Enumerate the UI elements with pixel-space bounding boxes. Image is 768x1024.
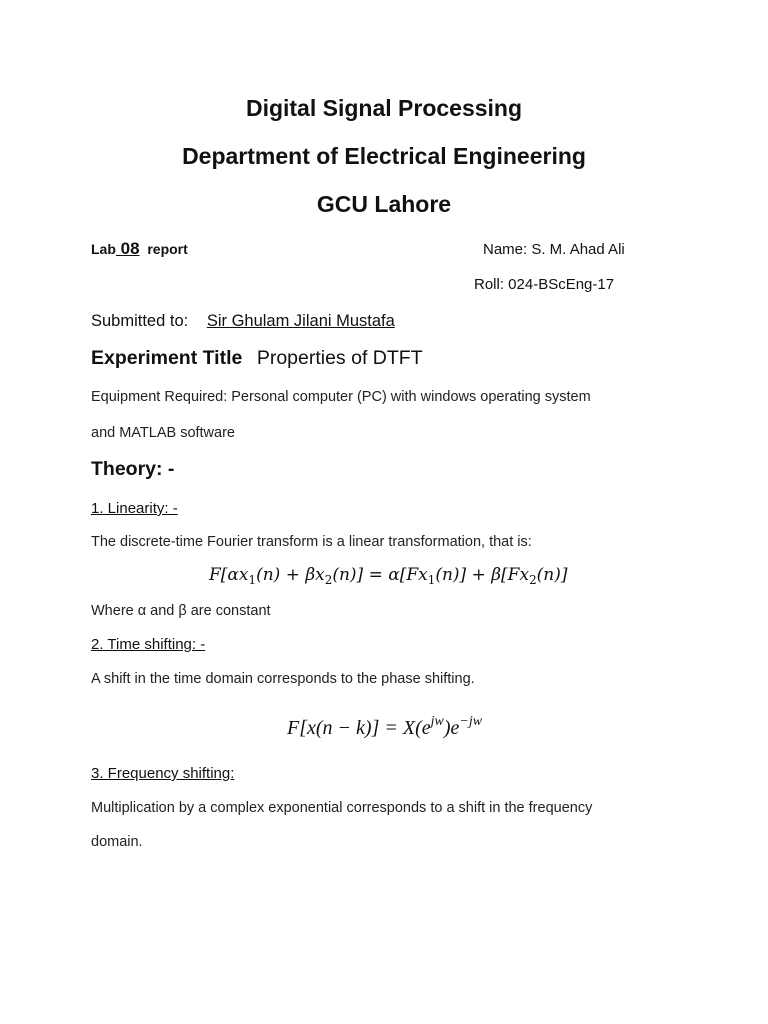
lab-suffix: report xyxy=(147,241,188,257)
submitted-to xyxy=(91,312,395,331)
lab-number: 08 xyxy=(120,239,140,258)
linearity-equation: $F[\alpha x_1(n) + \beta x_2(n)] = \alpha[Fx_1(n)] + \beta[Fx_2(n)]$ xyxy=(209,565,568,587)
lab-prefix: Lab xyxy=(91,241,116,257)
theory-heading: Theory: - xyxy=(91,458,175,480)
time-shifting-equation: $F[x(n - k)] = X(e^{jw})e^{-jw}$ xyxy=(287,714,483,739)
linearity-text: The discrete-time Fourier transform is a linear transformation, that is: xyxy=(91,534,532,550)
submitted-label: Submitted to: xyxy=(91,312,189,330)
equipment-line2: and MATLAB software xyxy=(91,425,235,441)
experiment-label: Experiment Title xyxy=(91,347,243,369)
lab-label xyxy=(91,239,188,259)
frequency-shifting-line2: domain. xyxy=(91,834,143,850)
equipment-line1: Equipment Required: Personal computer (PC) with windows operating system xyxy=(91,389,591,405)
time-shifting-heading: 2. Time shifting: - xyxy=(91,636,206,653)
linearity-note: Where α and β are constant xyxy=(91,603,271,619)
course-title: Digital Signal Processing xyxy=(245,95,523,121)
submitted-value: Sir Ghulam Jilani Mustafa xyxy=(206,312,395,330)
roll-number: Roll: 024-BScEng-17 xyxy=(474,276,615,293)
experiment-title xyxy=(91,347,423,370)
department-title: Department of Electrical Engineering xyxy=(182,143,586,169)
linearity-heading: 1. Linearity: - xyxy=(91,500,178,517)
university-title: GCU Lahore xyxy=(316,191,452,217)
frequency-shifting-line1: Multiplication by a complex exponential corresponds to a shift in the frequency xyxy=(91,800,593,816)
experiment-value: Properties of DTFT xyxy=(256,347,423,369)
student-name: Name: S. M. Ahad Ali xyxy=(483,241,625,258)
frequency-shifting-heading: 3. Frequency shifting: xyxy=(91,765,235,782)
time-shifting-text: A shift in the time domain corresponds to the phase shifting. xyxy=(91,671,475,687)
